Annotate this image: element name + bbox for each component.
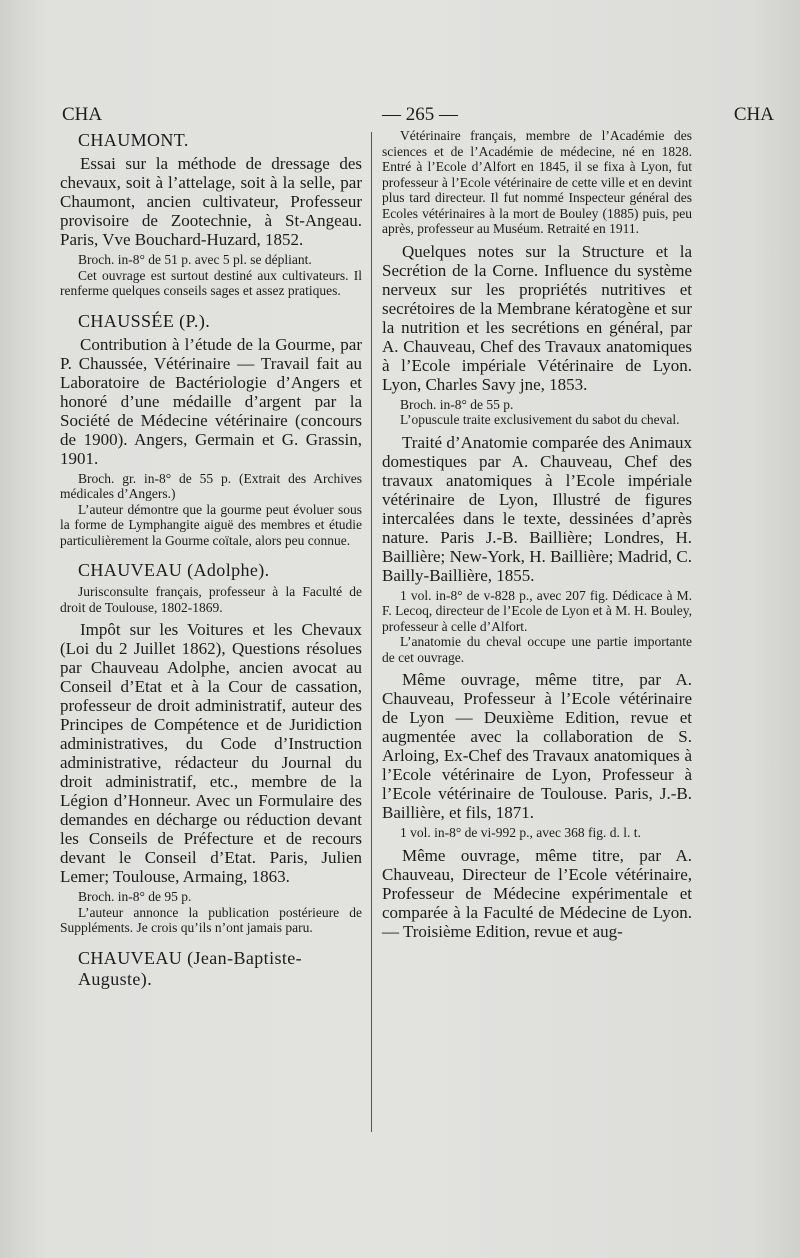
- entry-gap: [60, 548, 362, 558]
- entry-heading: CHAUMONT.: [78, 130, 189, 150]
- entry-note: 1 vol. in-8° de v-828 p., avec 207 fig. Dédicace à M. F. Lecoq, directeur de l’Ecole de Lyon et à M. H. Bouley, professeur à celle d’Alfort.: [382, 587, 692, 634]
- page-number: — 265 —: [382, 104, 458, 125]
- header-right: CHA: [733, 104, 774, 125]
- entry-note: L’auteur démontre que la gourme peut évoluer sous la forme de Lymphangite aiguë des membres et étudie particulièrement la Gourme coïtale, alors peu connue.: [60, 501, 362, 548]
- entry-title: Même ouvrage, même titre, par A. Chauveau, Professeur à l’Ecole vétérinaire de Lyon — Deuxième Edition, revue et augmentée avec la collaboration de S. Arloing, Ex-Chef des Travaux anatomiques à l’Ecole vétérinaire de Lyon, Professeur à l’Ecole vétérinaire de Toulouse. Paris, J.-B. Baillière, et fils, 1871.: [382, 670, 692, 822]
- left-column: [60, 128, 362, 993]
- entry-title: Essai sur la méthode de dressage des chevaux, soit à l’attelage, soit à la selle, par Chaumont, ancien cultivateur, Professeur provisoire de Zootechnie, à St-Angeau. Paris, Vve Bouchard-Huzard, 1852.: [60, 154, 362, 249]
- entry-heading: CHAUVEAU (Jean-Baptiste-Auguste).: [78, 947, 303, 989]
- entry-note: L’anatomie du cheval occupe une partie importante de cet ouvrage.: [382, 634, 692, 665]
- entry-note: Broch. in-8° de 55 p.: [400, 396, 514, 412]
- entry-note: L’auteur annonce la publication postérieure de Suppléments. Je crois qu’ils n’ont jamais paru.: [60, 904, 362, 935]
- running-header: [62, 104, 778, 130]
- entry-title: Contribution à l’étude de la Gourme, par P. Chaussée, Vétérinaire — Travail fait au Laboratoire de Bactériologie d’Angers et honoré d’une médaille d’argent par la Société de Médecine vétérinaire (concours de 1900). Angers, Germain et G. Grassin, 1901.: [60, 334, 362, 468]
- entry-note: Broch. in-8° de 95 p.: [78, 889, 192, 904]
- entry-note: 1 vol. in-8° de vi-992 p., avec 368 fig. d. l. t.: [400, 825, 641, 840]
- right-column: [382, 128, 692, 941]
- entry-note: Broch. gr. in-8° de 55 p. (Extrait des Archives médicales d’Angers.): [60, 470, 362, 501]
- entry-gap: [60, 299, 362, 309]
- entry-title: Traité d’Anatomie comparée des Animaux domestiques par A. Chauveau, Chef des travaux anatomiques à l’Ecole impériale vétérinaire de Lyon, Illustré de figures intercalées dans le texte, dessinées d’après nature. Paris J.-B. Baillière; Londres, H. Baillière; New-York, H. Baillière; Madrid, C. Bailly-Baillière, 1855.: [382, 432, 692, 585]
- entry-heading: CHAUSSÉE (P.).: [78, 310, 211, 331]
- entry-title: Impôt sur les Voitures et les Chevaux (Loi du 2 Juillet 1862), Questions résolues par Chauveau Adolphe, ancien avocat au Conseil d’Etat et à la Cour de cassation, professeur de droit administratif, auteur des Principes de Compétence et de Juridiction administratives, du Code d’Instruction administrative, rédacteur du Journal du droit administratif, etc., membre de la Légion d’Honneur. Avec un Formulaire des demandes en décharge ou réduction devant les Conseils de Préfecture et de recours devant le Conseil d’Etat. Paris, Julien Lemer; Toulouse, Armaing, 1863.: [60, 620, 362, 886]
- entry-gap: [60, 936, 362, 946]
- entry-title: Même ouvrage, même titre, par A. Chauveau, Directeur de l’Ecole vétérinaire, Professeur de Médecine expérimentale et comparée à la Faculté de Médecine de Lyon. — Troisième Edition, revue et aug-: [382, 845, 692, 941]
- entry-title: Quelques notes sur la Structure et la Secrétion de la Corne. Influence du système nerveux sur les propriétés nutritives et secrétoires de la Membrane kératogène et sur la nutrition et les secrétions en général, par A. Chauveau, Chef des Travaux anatomiques à l’Ecole impériale Vétérinaire de Lyon. Lyon, Charles Savy jne, 1853.: [382, 241, 692, 394]
- entry-note: Broch. in-8° de 51 p. avec 5 pl. se dépliant.: [78, 252, 312, 267]
- entry-note: L’opuscule traite exclusivement du sabot du cheval.: [400, 412, 680, 427]
- column-rule: [371, 132, 372, 1132]
- entry-heading: CHAUVEAU (Adolphe).: [78, 560, 270, 580]
- entry-note: Jurisconsulte français, professeur à la Faculté de droit de Toulouse, 1802-1869.: [60, 584, 362, 615]
- entry-note: Vétérinaire français, membre de l’Académie des sciences et de l’Académie de médecine, né en 1828. Entré à l’Ecole d’Alfort en 1845, il se fixa à Lyon, fut professeur à l’Ecole vétérinaire de cette ville et en devint plus tard directeur. Il fut nommé Inspecteur général des Ecoles vétérinaires à la mort de Bouley (1885) puis, peu après, professeur au Muséum. Retraité en 1911.: [382, 128, 692, 236]
- header-left: CHA: [62, 104, 103, 125]
- entry-note: Cet ouvrage est surtout destiné aux cultivateurs. Il renferme quelques conseils sages et assez pratiques.: [60, 267, 362, 298]
